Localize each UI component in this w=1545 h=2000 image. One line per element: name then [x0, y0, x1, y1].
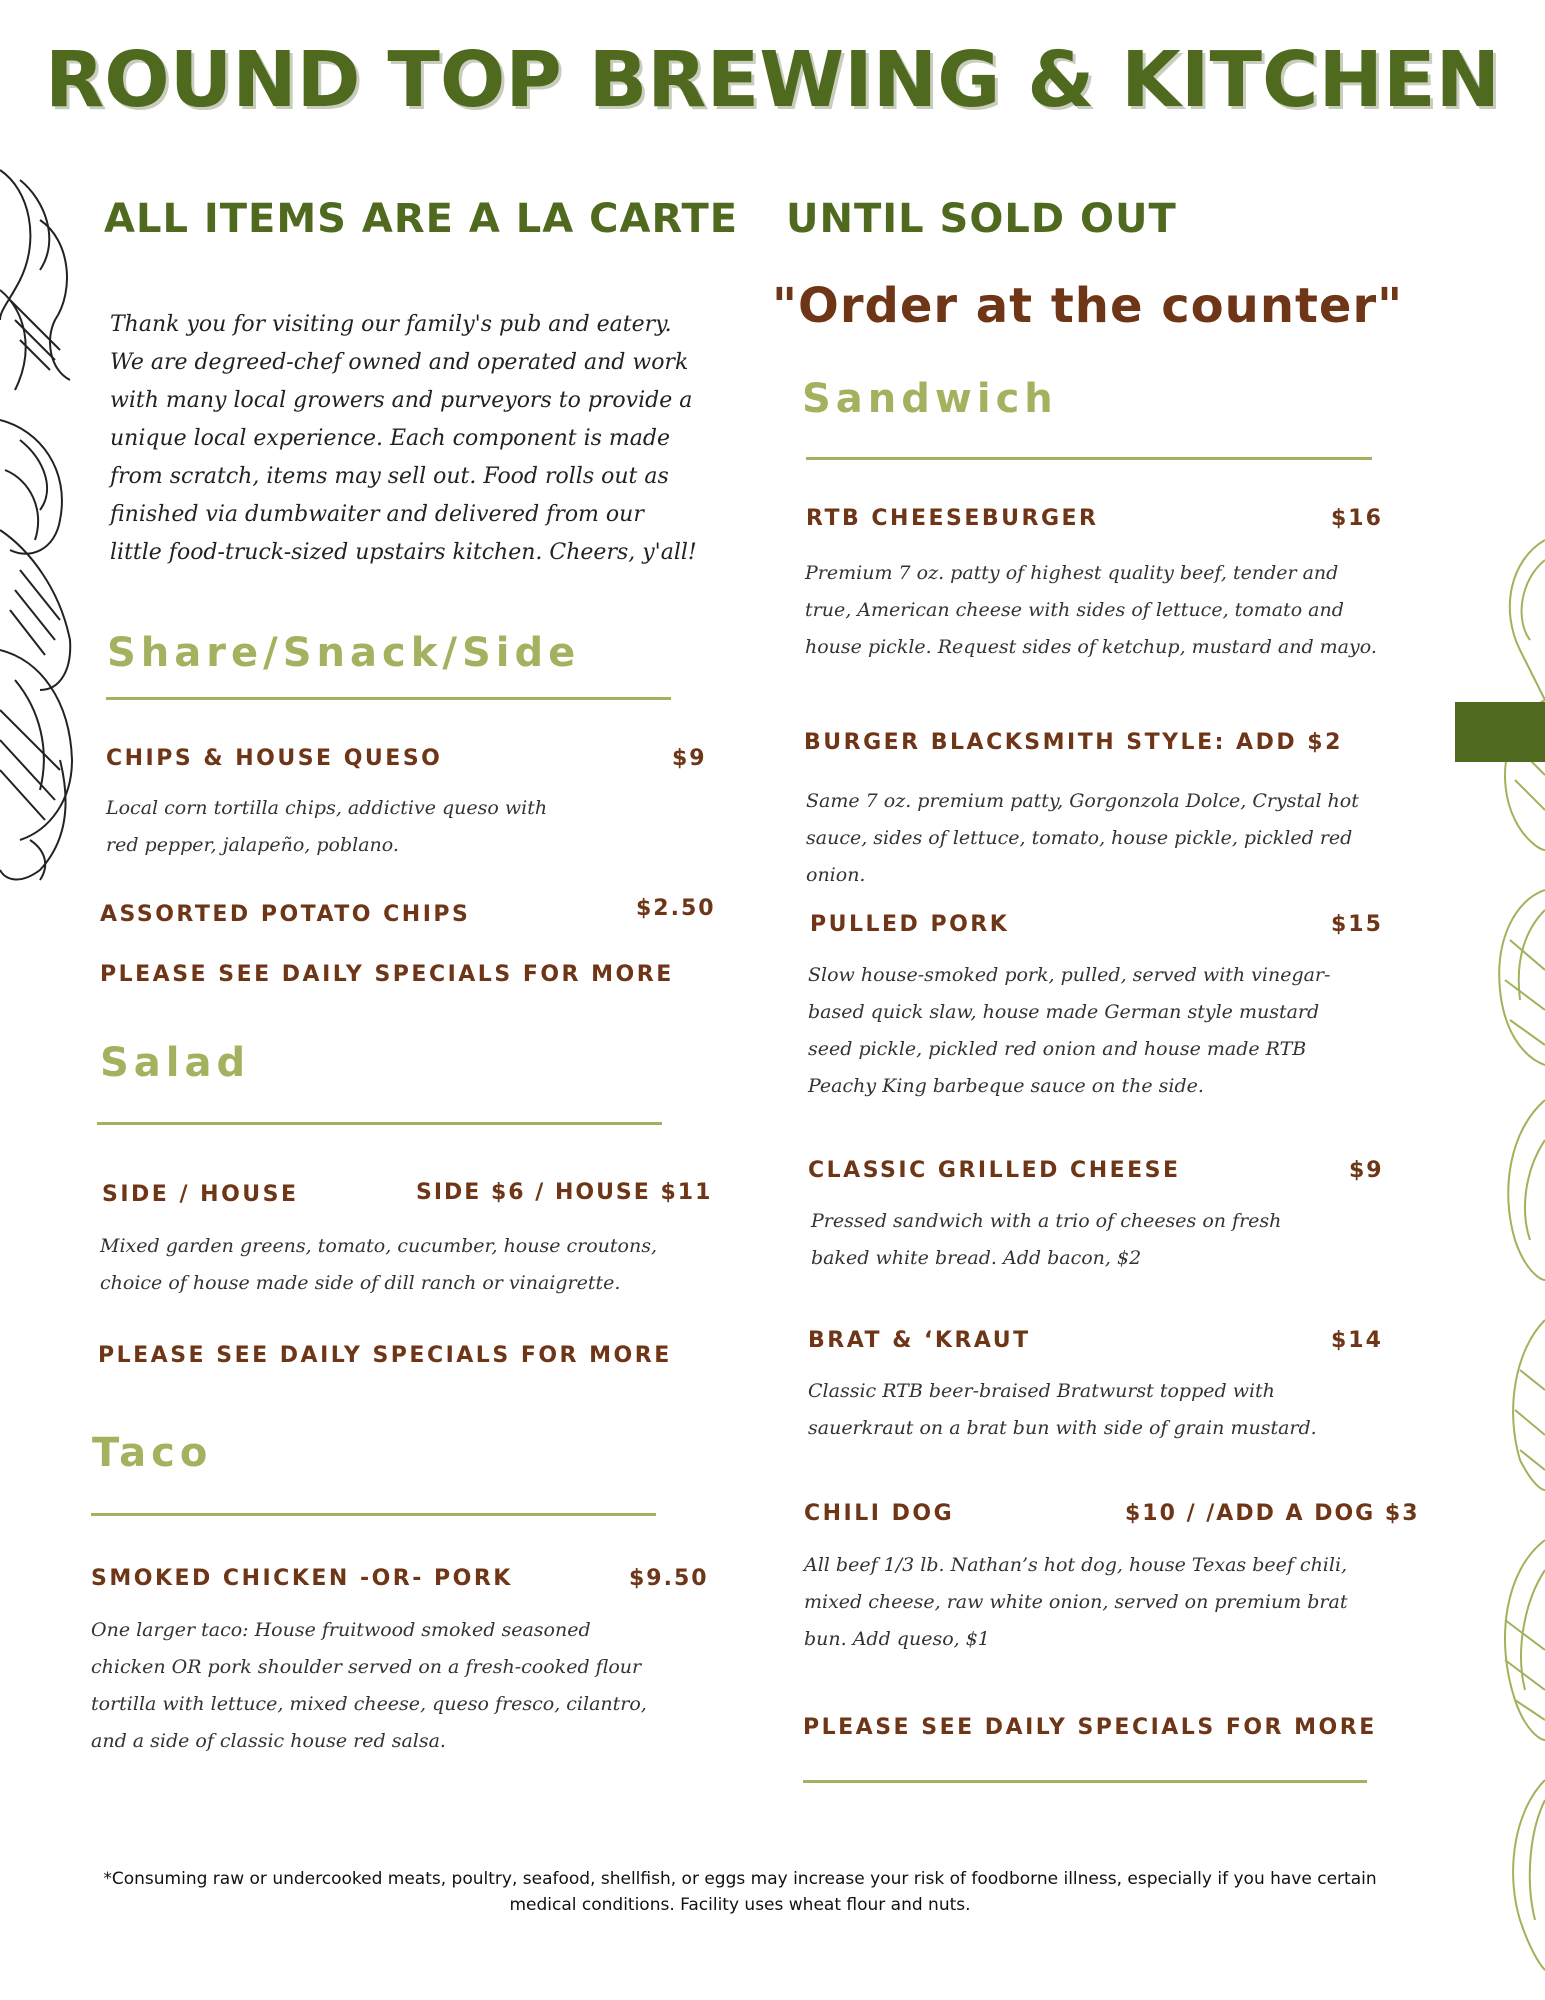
price-potato-chips: $2.50 — [636, 896, 716, 921]
price-side-house: SIDE $6 / HOUSE $11 — [416, 1180, 713, 1205]
specials-note-sandwich: PLEASE SEE DAILY SPECIALS FOR MORE — [803, 1715, 1377, 1740]
section-divider — [806, 457, 1372, 460]
section-divider — [97, 1122, 662, 1125]
section-heading-sandwich: Sandwich — [802, 376, 1058, 422]
section-divider — [106, 697, 671, 700]
a-la-carte-note: ALL ITEMS ARE A LA CARTE — [104, 196, 739, 242]
price-brat: $14 — [1331, 1328, 1383, 1353]
order-at-counter-note: "Order at the counter" — [772, 278, 1404, 334]
price-chips-queso: $9 — [672, 746, 707, 771]
food-safety-disclaimer: *Consuming raw or undercooked meats, poultry, seafood, shellfish, or eggs may increase your risk of foodborne illness, especially if you have certain medical conditions. Facility uses wheat flour and nuts. — [103, 1869, 1377, 1915]
price-smoked-taco: $9.50 — [629, 1566, 709, 1591]
section-heading-salad: Salad — [100, 1040, 251, 1086]
price-cheeseburger: $16 — [1331, 506, 1383, 531]
menu-item-brat: BRAT & ‘KRAUT — [808, 1328, 1031, 1353]
section-divider — [803, 1780, 1367, 1783]
desc-side-house: Mixed garden greens, tomato, cucumber, house croutons, choice of house made side of dill ranch or vinaigrette. — [100, 1235, 658, 1294]
section-heading-taco: Taco — [92, 1430, 213, 1476]
menu-item-pulled-pork: PULLED PORK — [810, 912, 1010, 937]
page-title: ROUND TOP BREWING & KITCHEN — [44, 36, 1501, 125]
menu-item-blacksmith: BURGER BLACKSMITH STYLE: ADD $2 — [804, 730, 1343, 755]
menu-item-potato-chips: ASSORTED POTATO CHIPS — [100, 902, 471, 927]
section-divider — [91, 1513, 656, 1516]
desc-smoked-taco: One larger taco: House fruitwood smoked seasoned chicken OR pork shoulder served on a fresh-cooked flour tortilla with lettuce, mixed cheese, queso fresco, cilantro, and a side of classic house red salsa. — [91, 1619, 647, 1752]
menu-item-grilled-cheese: CLASSIC GRILLED CHEESE — [808, 1158, 1181, 1183]
menu-item-chili-dog: CHILI DOG — [804, 1501, 955, 1526]
section-heading-share: Share/Snack/Side — [107, 630, 581, 676]
desc-pulled-pork: Slow house-smoked pork, pulled, served with vinegar-based quick slaw, house made German style mustard seed pickle, pickled red onion and house made RTB Peachy King barbeque sauce on the side. — [808, 964, 1331, 1097]
menu-item-smoked-taco: SMOKED CHICKEN -OR- PORK — [91, 1566, 513, 1591]
desc-brat: Classic RTB beer-braised Bratwurst topped with sauerkraut on a brat bun with side of grain mustard. — [808, 1380, 1317, 1439]
price-chili-dog: $10 / /ADD A DOG $3 — [1125, 1501, 1420, 1526]
hops-illustration-left — [0, 150, 80, 890]
intro-paragraph: Thank you for visiting our family's pub and eatery. We are degreed-chef owned and operated and work with many local growers and purveyors to provide a unique local experience. Each component is made from scratch, items may sell out. Food rolls out as finished via dumbwaiter and delivered from our little food-truck-sized upstairs kitchen. Cheers, y'all! — [110, 312, 697, 565]
menu-item-cheeseburger: RTB CHEESEBURGER — [806, 506, 1099, 531]
price-grilled-cheese: $9 — [1349, 1158, 1384, 1183]
desc-chili-dog: All beef 1/3 lb. Nathan’s hot dog, house Texas beef chili, mixed cheese, raw white onion, served on premium brat bun. Add queso, $1 — [804, 1554, 1348, 1650]
specials-note-salad: PLEASE SEE DAILY SPECIALS FOR MORE — [98, 1343, 672, 1368]
menu-item-chips-queso: CHIPS & HOUSE QUESO — [106, 746, 443, 771]
desc-grilled-cheese: Pressed sandwich with a trio of cheeses on fresh baked white bread. Add bacon, $2 — [811, 1210, 1282, 1269]
desc-chips-queso: Local corn tortilla chips, addictive queso with red pepper, jalapeño, poblano. — [106, 797, 548, 856]
desc-blacksmith: Same 7 oz. premium patty, Gorgonzola Dolce, Crystal hot sauce, sides of lettuce, tomato, house pickle, pickled red onion. — [806, 790, 1359, 886]
until-sold-out-note: UNTIL SOLD OUT — [786, 196, 1177, 242]
edge-tab — [1455, 702, 1545, 762]
menu-item-side-house: SIDE / HOUSE — [102, 1182, 299, 1207]
price-pulled-pork: $15 — [1331, 912, 1383, 937]
specials-note-share: PLEASE SEE DAILY SPECIALS FOR MORE — [100, 962, 674, 987]
desc-cheeseburger: Premium 7 oz. patty of highest quality beef, tender and true, American cheese with sides of lettuce, tomato and house pickle. Request sides of ketchup, mustard and mayo. — [805, 562, 1377, 658]
